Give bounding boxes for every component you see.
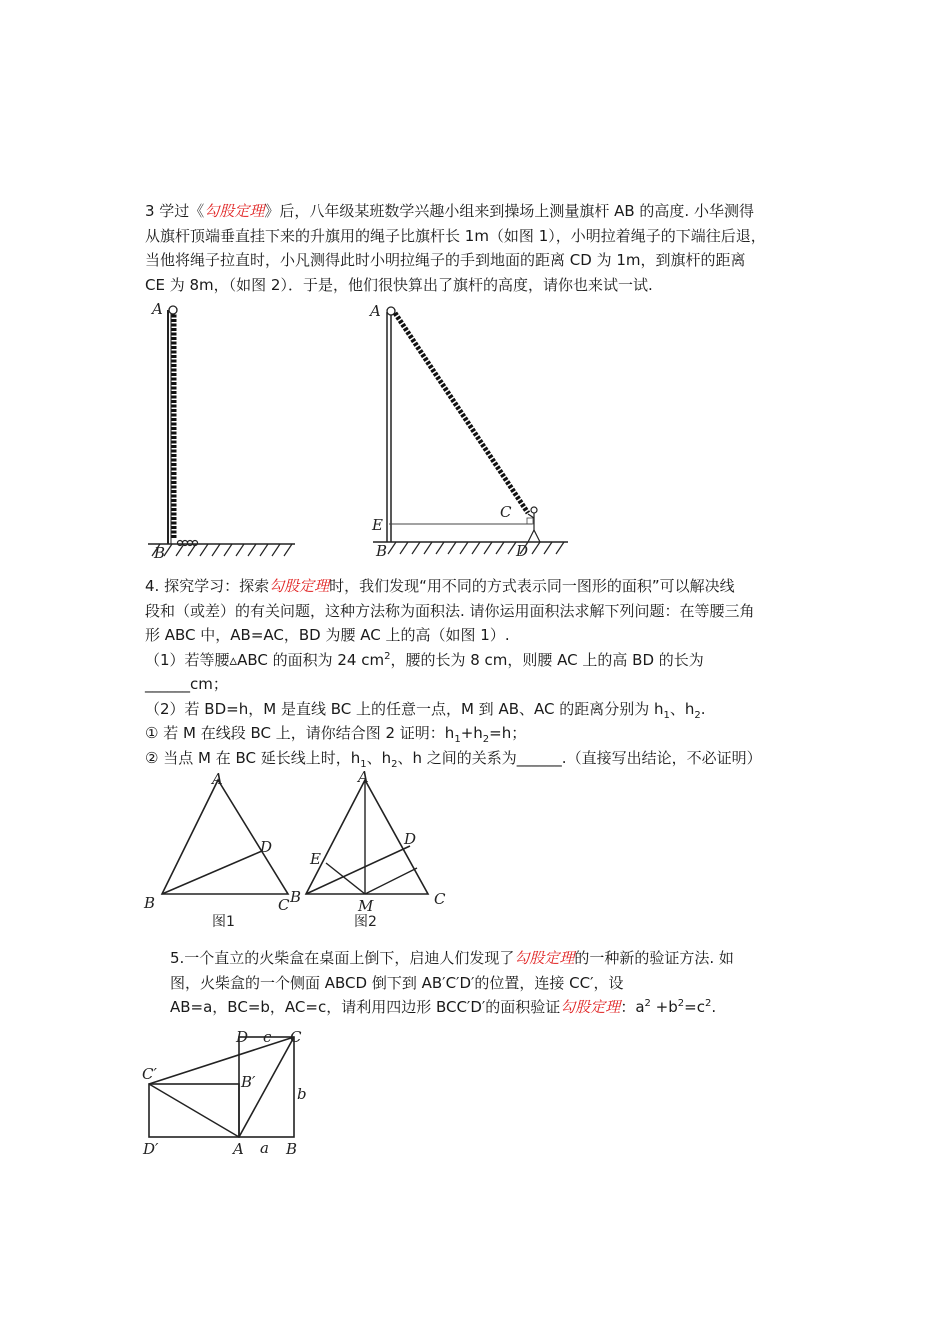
q4-item-1: ① 若 M 在线段 BC 上，请你结合图 2 证明：$h_1+h_2=h$； [145, 724, 527, 745]
label-d-prime: D′ [143, 1140, 159, 1158]
q4-line-3: 形 ABC 中，AB=AC，BD 为腰 AC 上的高（如图 1）. [145, 626, 510, 644]
theorem-link[interactable]: 勾股定理 [204, 202, 265, 220]
label-e: E [310, 850, 321, 868]
question-4-text [145, 574, 817, 770]
label-b: B [290, 888, 302, 906]
theorem-link[interactable]: 勾股定理 [269, 577, 330, 595]
label-d: D [236, 1028, 249, 1046]
label-c-small: c [263, 1028, 272, 1046]
q3-line-2: 从旗杆顶端垂直挂下来的升旗用的绳子比旗杆长 1m（如图 1），小明拉着绳子的下端往后退， [145, 226, 766, 245]
q4-item-2: ② 当点 M 在 BC 延长线上时，$h_1$、$h_2$、h 之间的关系为______.（直接写出结论，不必证明） [145, 748, 762, 770]
label-e: E [372, 516, 383, 534]
label-b: B [154, 544, 166, 560]
label-b: B [144, 894, 156, 912]
label-a: A [358, 768, 369, 786]
theorem-link[interactable]: 勾股定理 [560, 998, 621, 1016]
q5-line-2: 图，火柴盒的一个侧面 ABCD 倒下到 AB′C′D′的位置，连接 CC′，设 [170, 973, 624, 992]
label-m: M [358, 897, 374, 915]
q4-line-2: 段和（或差）的有关问题，这种方法称为面积法. 请你运用面积法求解下列问题：在等腰三角 [145, 601, 755, 620]
answer-blank-2[interactable]: ______ [516, 748, 562, 767]
question-3-text [145, 199, 817, 297]
q5-line-1: 5.一个直立的火柴盒在桌面上倒下，启迪人们发现了勾股定理的一种新的验证方法. 如 [170, 949, 734, 967]
q5-line-3: AB=a，BC=b，AC=c，请利用四边形 BCC′D′的面积验证勾股定理：$a^2 +b^2=c^2$. [170, 998, 717, 1016]
label-b-small: b [297, 1085, 307, 1103]
q3-line-4: CE 为 8m，（如图 2）．于是，他们很快算出了旗杆的高度，请你也来试一试. [145, 275, 653, 294]
matchbox-figure [140, 1025, 320, 1165]
label-c: C [434, 890, 446, 908]
label-c: C [500, 503, 512, 521]
label-b: B [286, 1140, 298, 1158]
q4-line-1: 4. 探究学习：探索勾股定理时，我们发现“用不同的方式表示同一图形的面积”可以解决线 [145, 577, 735, 595]
q4-part-2: （2）若 BD=h，M 是直线 BC 上的任意一点，M 到 AB、AC 的距离分别为 $h_1$、$h_2$. [145, 699, 706, 721]
label-b: B [376, 542, 388, 560]
flagpole-figure-2 [368, 298, 573, 560]
triangle-figure-2 [288, 768, 458, 933]
answer-blank-1[interactable]: ______ [145, 675, 190, 693]
q3-line-3: 当他将绳子拉直时，小凡测得此时小明拉绳子的手到地面的距离 CD 为 1m，到旗杆的距离 [145, 251, 746, 269]
label-c: C [278, 896, 290, 914]
label-a: A [233, 1140, 244, 1158]
label-a: A [212, 770, 223, 788]
q3-line-1: 3 学过《勾股定理》后，八年级某班数学兴趣小组来到操场上测量旗杆 AB 的高度. 小华测得 [145, 202, 754, 220]
theorem-link[interactable]: 勾股定理 [514, 949, 575, 967]
flagpole-figure-1 [140, 298, 300, 560]
label-a-small: a [260, 1139, 269, 1157]
triangle-figure-1 [140, 768, 300, 933]
caption-fig1: 图1 [212, 914, 235, 930]
label-d: D [260, 838, 273, 856]
label-d: D [516, 542, 529, 560]
q4-part-1-answer: ______cm； [145, 675, 228, 693]
label-a: A [152, 300, 163, 318]
label-b-prime: B′ [241, 1073, 256, 1091]
q4-part-1: （1）若等腰▵ABC 的面积为 24 $cm^2$，腰的长为 8 cm，则腰 AC 上的高 BD 的长为 [145, 650, 704, 669]
question-5-text [170, 946, 842, 1020]
label-a: A [370, 302, 381, 320]
label-d: D [404, 830, 417, 848]
caption-fig2: 图2 [354, 914, 377, 930]
label-c: C [290, 1028, 302, 1046]
label-c-prime: C′ [142, 1065, 157, 1083]
